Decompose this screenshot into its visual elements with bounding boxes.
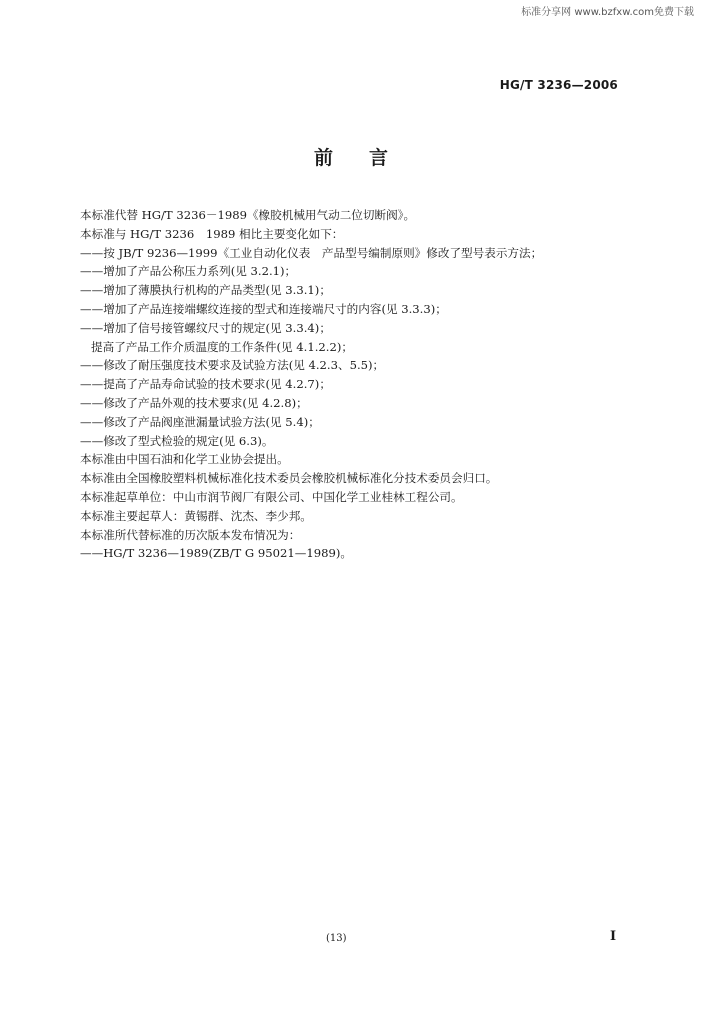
roman-page-number: I: [610, 929, 617, 944]
page-title: 前言: [313, 147, 424, 169]
body-line: 本标准代替 HG/T 3236－1989《橡胶机械用气动二位切断阀》。: [80, 208, 416, 222]
body-line: ——HG/T 3236—1989(ZB/T G 95021—1989)。: [80, 546, 352, 561]
body-line: ——增加了薄膜执行机构的产品类型(见 3.3.1)；: [80, 283, 331, 298]
body-line: ——增加了产品连接端螺纹连接的型式和连接端尺寸的内容(见 3.3.3)；: [80, 301, 447, 316]
body-line: ——增加了产品公称压力系列(见 3.2.1)；: [80, 264, 297, 279]
body-line: 本标准主要起草人：黄锡群、沈杰、李少邦。: [80, 508, 312, 523]
page-number: (13): [326, 933, 347, 944]
foreword-body: [80, 206, 640, 563]
body-line: ——修改了产品阀座泄漏量试验方法(见 5.4)；: [80, 414, 320, 429]
body-line: 本标准与 HG/T 3236 1989 相比主要变化如下：: [80, 226, 344, 241]
body-line: 本标准所代替标准的历次版本发布情况为：: [80, 527, 301, 542]
standard-number: HG/T 3236—2006: [499, 78, 618, 92]
body-line: ——修改了耐压强度技术要求及试验方法(见 4.2.3、5.5)；: [80, 358, 385, 373]
body-line: 本标准由全国橡胶塑料机械标准化技术委员会橡胶机械标准化分技术委员会归口。: [80, 471, 498, 486]
body-line: 本标准起草单位：中山市润节阀厂有限公司、中国化学工业桂林工程公司。: [80, 489, 463, 504]
body-line: ——提高了产品寿命试验的技术要求(见 4.2.7)；: [80, 377, 331, 392]
body-line: ——修改了型式检验的规定(见 6.3)。: [80, 433, 274, 448]
body-line: ——按 JB/T 9236—1999《工业自动化仪表 产品型号编制原则》修改了型号表示方法；: [80, 245, 543, 260]
body-line: 本标准由中国石油和化学工业协会提出。: [80, 452, 289, 467]
body-line: ——增加了信号接管螺纹尺寸的规定(见 3.3.4)；: [80, 320, 331, 335]
body-line: 提高了产品工作介质温度的工作条件(见 4.1.2.2)；: [91, 339, 353, 354]
body-line: ——修改了产品外观的技术要求(见 4.2.8)；: [80, 395, 308, 410]
watermark-text: 标准分享网 www.bzfxw.com免费下载: [521, 7, 694, 18]
